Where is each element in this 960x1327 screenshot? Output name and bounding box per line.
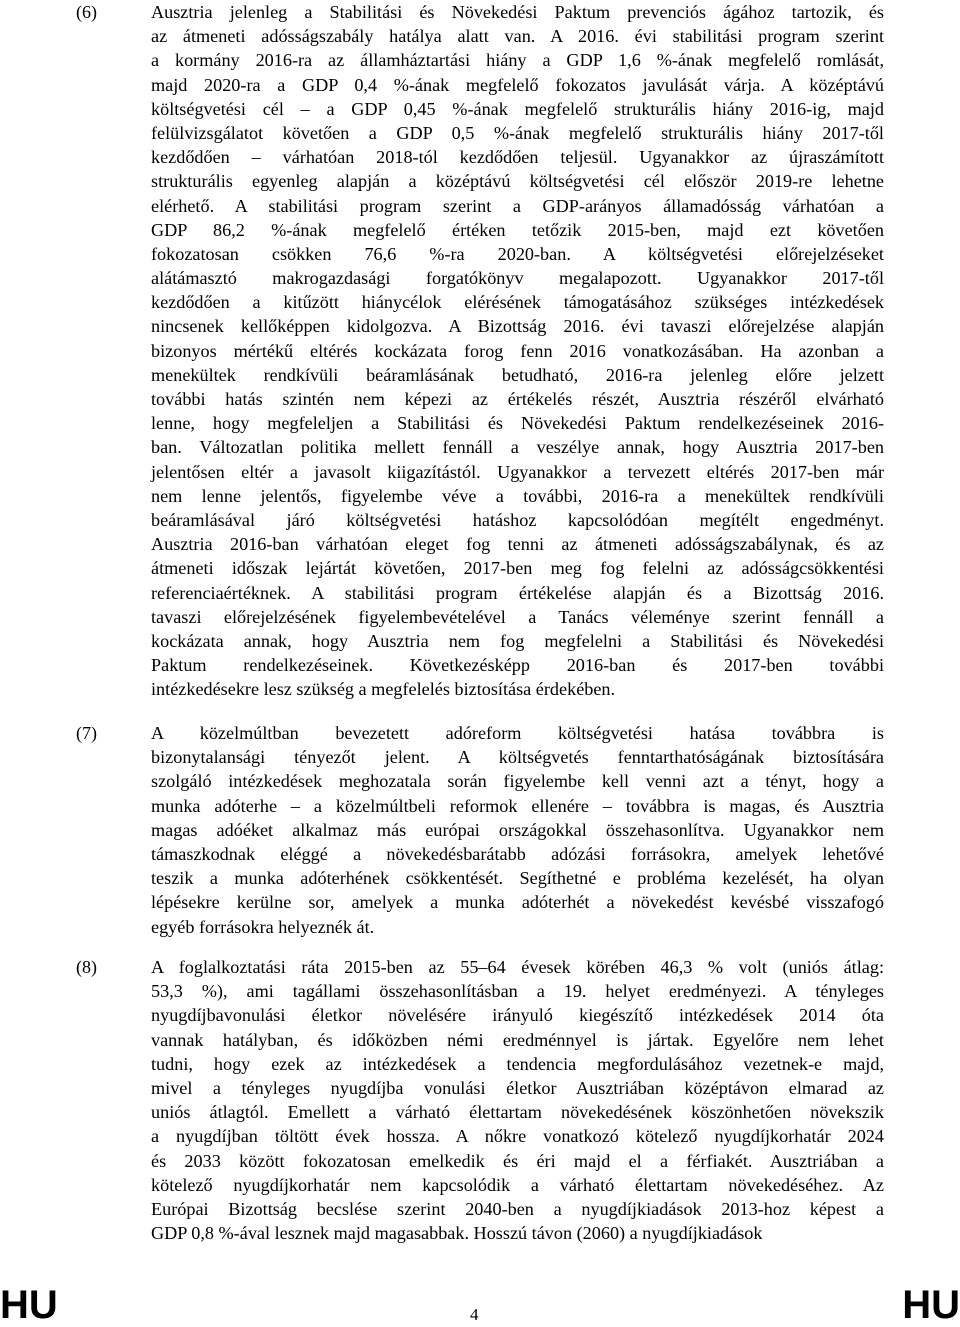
paragraph-number: (6) [76, 2, 97, 22]
text-line: lépésekre kerülne sor, amelyek a munka adóterhét a növekedést kevésbé visszafogó [151, 892, 884, 913]
page-number: 4 [470, 1305, 479, 1324]
text-line: Ausztria 2016-ban várhatóan eleget fog tenni az átmeneti adósságszabálynak, és az [151, 534, 884, 555]
text-line: vannak hatályban, és időközben némi eredménnyel is jártak. Egyelőre nem lehet [151, 1029, 884, 1050]
text-line: Ausztria jelenleg a Stabilitási és Növekedési Paktum prevenciós ágához tartozik, és [151, 2, 884, 22]
text-line: A közelmúltban bevezetett adóreform költségvetési hatása továbbra is [151, 723, 884, 743]
text-line: magas adóéket alkalmaz más európai országokkal összehasonlítva. Ugyanakkor nem [151, 819, 884, 840]
text-line: nem lenne jelentős, figyelembe véve a további, 2016-ra a menekültek rendkívüli [151, 485, 884, 506]
text-line: tavaszi előrejelzésének figyelembevételével a Tanács véleménye szerint fennáll a [151, 606, 884, 627]
text-line: szolgáló intézkedések meghozatala során figyelembe kell venni azt a tényt, hogy a [151, 771, 884, 792]
text-line: egyéb forrásokra helyeznék át. [151, 916, 375, 937]
text-line: az átmeneti adósságszabály hatálya alatt van. A 2016. évi stabilitási program szerint [151, 26, 884, 47]
text-line: nyugdíjbavonulási életkor növelésére irányuló kiegészítő intézkedések 2014 óta [151, 1005, 884, 1026]
text-line: alátámasztó makrogazdasági forgatókönyv megalapozott. Ugyanakkor 2017-től [151, 268, 884, 289]
text-line: a nyugdíjban töltött évek hossza. A nőkre vonatkozó kötelező nyugdíjkorhatár 2024 [151, 1126, 884, 1147]
text-line: kezdődően – várhatóan 2018-tól kezdődően teljesül. Ugyanakkor az újraszámított [151, 147, 884, 168]
paragraph-number: (8) [76, 957, 97, 977]
text-line: felülvizsgálatot követően a GDP 0,5 %-ának megfelelő strukturális hiány 2017-től [151, 122, 884, 143]
text-line: GDP 86,2 %-ának megfelelő értéken tetőzik 2015-ben, majd ezt követően [151, 219, 884, 240]
text-line: nincsenek kellőképpen kidolgozva. A Bizottság 2016. évi tavaszi előrejelzése alapján [151, 316, 884, 337]
text-line: kezdődően a kitűzött hiánycélok elérésének támogatásához szükséges intézkedések [151, 292, 884, 313]
text-line: bizonyos mértékű eltérés kockázata forog fenn 2016 vonatkozásában. Ha azonban a [151, 340, 884, 361]
text-line: és 2033 között fokozatosan emelkedik és éri majd el a férfiakét. Ausztriában a [151, 1150, 884, 1171]
text-line: további hatás szintén nem képezi az értékelés részét, Ausztria részéről elvárható [151, 389, 884, 409]
paragraph-number: (7) [76, 723, 97, 743]
text-line: referenciaértéknek. A stabilitási program értékelése alapján és a Bizottság 2016. [151, 582, 884, 603]
paragraph-body [151, 721, 884, 939]
text-line: 53,3 %), ami tagállami összehasonlításban a 19. helyet eredményezi. A tényleges [151, 981, 884, 1002]
text-line: intézkedésekre lesz szükség a megfelelés biztosítása érdekében. [151, 679, 616, 700]
text-line: a kormány 2016-ra az államháztartási hiány a GDP 1,6 %-ának megfelelő romlását, [151, 50, 884, 71]
text-line: költségvetési cél – a GDP 0,45 %-ának megfelelő strukturális hiány 2016-ig, majd [151, 98, 884, 119]
text-line: teszik a munka adóterhének csökkentését. Segíthetné e probléma kezelését, ha olyan [151, 868, 884, 889]
text-line: tudni, hogy ezek az intézkedések a tendencia megfordulásához vezetnek-e majd, [151, 1053, 884, 1074]
text-line: munka adóterhe – a közelmúltbeli reformok ellenére – továbbra is magas, és Ausztria [151, 795, 884, 816]
text-line: átmeneti időszak lejártát követően, 2017-ben meg fog felelni az adósságcsökkentési [151, 558, 884, 579]
text-line: menekültek rendkívüli beáramlásának betudható, 2016-ra jelenleg előre jelzett [151, 364, 884, 385]
text-line: lenne, hogy megfeleljen a Stabilitási és Növekedési Paktum rendelkezéseinek 2016- [151, 413, 884, 434]
text-line: A foglalkoztatási ráta 2015-ben az 55–64 évesek körében 46,3 % volt (uniós átlag: [151, 957, 884, 977]
text-line: strukturális egyenleg alapján a középtávú költségvetési cél először 2019-re lehetne [151, 171, 884, 192]
paragraph-body [151, 0, 884, 701]
text-line: beáramlásával járó költségvetési hatáshoz kapcsolódóan megítélt engedményt. [151, 509, 884, 530]
text-line: GDP 0,8 %-ával lesznek majd magasabbak. Hosszú távon (2060) a nyugdíjkiadások [151, 1223, 763, 1244]
text-line: bizonytalansági tényezőt jelent. A költségvetés fenntarthatóságának biztosítására [151, 747, 884, 768]
text-line: mivel a tényleges nyugdíjba vonulási életkor Ausztriában középtávon elmarad az [151, 1077, 884, 1098]
footer-language-code-right: HU [902, 1283, 960, 1327]
text-line: támaszkodnak eléggé a növekedésbarátabb adózási forrásokra, amelyek lehetővé [151, 843, 884, 864]
paragraph-body [151, 955, 884, 1245]
text-line: majd 2020-ra a GDP 0,4 %-ának megfelelő fokozatos javulását várja. A középtávú [151, 74, 884, 95]
text-line: jelentősen eltér a javasolt kiigazítástól. Ugyanakkor a tervezett eltérés 2017-ben már [151, 461, 884, 482]
text-line: uniós átlagtól. Emellett a várható élettartam növekedésének köszönhetően növekszik [151, 1102, 884, 1123]
footer-language-code-left: HU [0, 1283, 58, 1327]
text-line: kötelező nyugdíjkorhatár nem kapcsolódik a várható élettartam növekedéséhez. Az [151, 1174, 884, 1195]
text-line: Európai Bizottság becslése szerint 2040-ben a nyugdíjkiadások 2013-hoz képest a [151, 1198, 884, 1219]
text-line: ban. Változatlan politika mellett fennáll a veszélye annak, hogy Ausztria 2017-ben [151, 437, 884, 458]
text-line: fokozatosan csökken 76,6 %-ra 2020-ban. A költségvetési előrejelzéseket [151, 243, 884, 264]
text-line: Paktum rendelkezéseinek. Következésképp 2016-ban és 2017-ben további [151, 655, 884, 676]
text-line: elérhető. A stabilitási program szerint a GDP-arányos államadósság várhatóan a [151, 195, 884, 216]
text-line: kockázata annak, hogy Ausztria nem fog megfelelni a Stabilitási és Növekedési [151, 630, 884, 651]
